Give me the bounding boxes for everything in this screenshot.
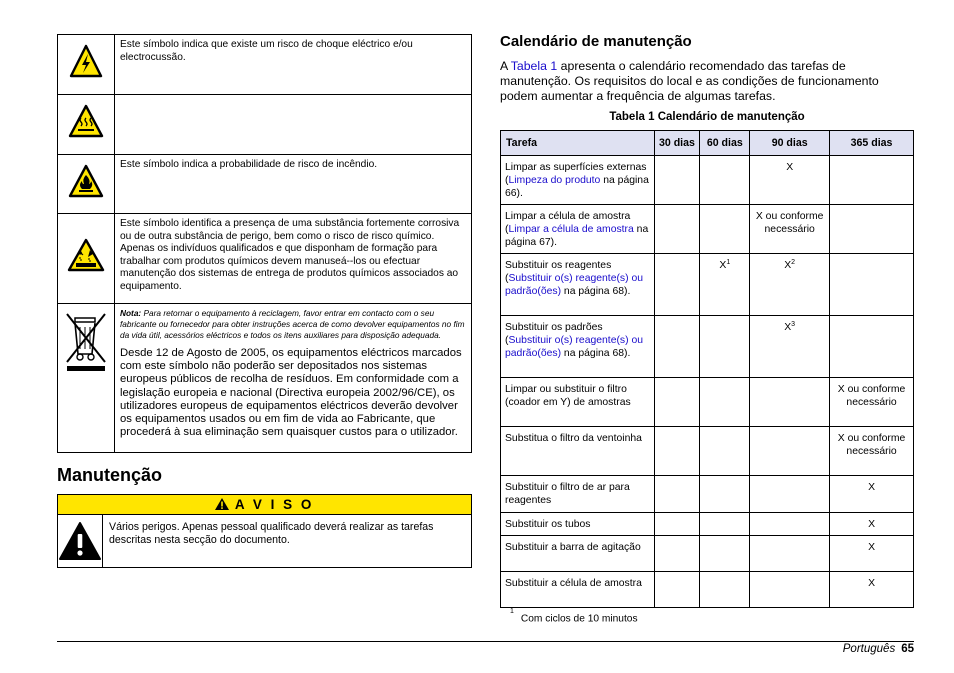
- interval-cell-30-days: [654, 254, 700, 316]
- interval-cell-60-days: [700, 205, 750, 254]
- task-text: Substituir os padrões (: [505, 322, 603, 346]
- task-link[interactable]: Substituir o(s) reagente(s) ou padrão(ões): [505, 273, 644, 297]
- weee-bin-icon: [58, 304, 115, 453]
- recycling-note: [120, 308, 466, 341]
- schedule-intro: [500, 59, 915, 104]
- task-page-ref: na página 68).: [561, 348, 631, 359]
- electric-hazard-text: Este símbolo indica que existe um risco de choque eléctrico e/ou electrocussão.: [115, 35, 472, 95]
- header-30-days: 30 dias: [654, 131, 700, 156]
- interval-mark: X: [719, 260, 727, 271]
- footnote-ref: 2: [791, 259, 796, 266]
- note-text: Para retornar o equipamento à reciclagem, favor entrar em contacto com o seu fabricante ou fornecedor para obter instruções acerca de como devolver equipamentos no fim da vida útil, acessórios eléctricos e todos os itens auxiliares para disposição adequada.: [120, 308, 465, 340]
- interval-cell-90-days: [750, 156, 830, 205]
- electric-hazard-icon: [58, 35, 115, 95]
- page-footer: [843, 643, 914, 655]
- task-cell: [501, 427, 655, 476]
- warning-text: Vários perigos. Apenas pessoal qualificado deverá realizar as tarefas descritas nesta secção do documento.: [109, 521, 434, 547]
- interval-cell-60-days: [700, 316, 750, 378]
- task-text: Substitua o filtro da ventoinha: [505, 433, 642, 444]
- task-cell: [501, 378, 655, 427]
- hazard-symbols-table: [57, 34, 472, 453]
- task-cell: [501, 572, 655, 608]
- symbol-row-weee: [58, 304, 472, 453]
- interval-cell-30-days: [654, 476, 700, 513]
- interval-cell-365-days: [830, 378, 914, 427]
- task-text: Substituir o filtro de ar para reagentes: [505, 482, 630, 506]
- interval-cell-60-days: [700, 476, 750, 513]
- hot-surface-text: [115, 95, 472, 155]
- task-page-ref: na página 67).: [505, 224, 649, 248]
- chemical-hazard-text: Este símbolo identifica a presença de uma substância fortemente corrosiva ou de outra substância de perigo, bem como o risco de risco químico. Apenas os indivíduos qualificados e que disponham de formação para trabalhar com produtos químicos devem manuseá--los ou efectuar manutenção dos sistemas de entrega de produtos químicos associados ao equipamento.: [115, 214, 472, 304]
- task-cell: [501, 536, 655, 572]
- maintenance-heading: Manutenção: [57, 465, 163, 485]
- table-row: [501, 476, 914, 513]
- table-header-row: [501, 131, 914, 156]
- symbol-row-electric: [58, 35, 472, 95]
- interval-mark: X: [868, 482, 876, 493]
- interval-cell-90-days: [750, 254, 830, 316]
- table-row: [501, 536, 914, 572]
- interval-cell-365-days: [830, 476, 914, 513]
- header-task: Tarefa: [501, 131, 655, 156]
- task-text: Limpar a célula de amostra (: [505, 211, 631, 235]
- task-text: Substituir os tubos: [505, 519, 591, 530]
- interval-cell-90-days: [750, 513, 830, 536]
- interval-mark: X: [868, 519, 876, 530]
- task-text: Substituir a barra de agitação: [505, 542, 641, 553]
- symbol-row-hot: [58, 95, 472, 155]
- task-cell: [501, 205, 655, 254]
- interval-cell-30-days: [654, 316, 700, 378]
- task-cell: [501, 316, 655, 378]
- table-1-link[interactable]: Tabela 1: [510, 59, 558, 73]
- symbol-row-fire: [58, 155, 472, 214]
- interval-cell-90-days: [750, 572, 830, 608]
- warning-triangle-icon: [58, 515, 103, 567]
- hot-surface-icon: [58, 95, 115, 155]
- task-text: Limpar ou substituir o filtro (coador em Y) de amostras: [505, 384, 631, 408]
- interval-cell-30-days: [654, 156, 700, 205]
- note-label: Nota:: [120, 308, 142, 318]
- task-link[interactable]: Limpar a célula de amostra: [508, 224, 634, 235]
- task-cell: [501, 513, 655, 536]
- footer-rule: [57, 641, 914, 642]
- interval-cell-30-days: [654, 427, 700, 476]
- table-row: [501, 378, 914, 427]
- task-cell: [501, 254, 655, 316]
- task-link[interactable]: Substituir o(s) reagente(s) ou padrão(ões): [505, 335, 644, 359]
- warning-label: A V I S O: [234, 497, 314, 512]
- interval-cell-90-days: [750, 536, 830, 572]
- footnote-ref: 3: [791, 321, 796, 328]
- interval-cell-30-days: [654, 513, 700, 536]
- interval-cell-90-days: [750, 476, 830, 513]
- warning-header: [58, 495, 471, 515]
- interval-cell-365-days: [830, 205, 914, 254]
- task-cell: [501, 476, 655, 513]
- interval-cell-365-days: [830, 427, 914, 476]
- chemical-hazard-icon: [58, 214, 115, 304]
- task-link[interactable]: Limpeza do produto: [508, 175, 601, 186]
- table-row: [501, 572, 914, 608]
- footnote-text: Com ciclos de 10 minutos: [520, 613, 638, 625]
- schedule-heading: Calendário de manutenção: [500, 33, 692, 50]
- interval-cell-60-days: [700, 427, 750, 476]
- header-60-days: 60 dias: [700, 131, 750, 156]
- interval-mark: X ou conforme necessário: [837, 433, 906, 457]
- interval-cell-60-days: [700, 254, 750, 316]
- interval-cell-365-days: [830, 513, 914, 536]
- interval-mark: X ou conforme necessário: [837, 384, 906, 408]
- footnote: [510, 608, 638, 625]
- task-cell: [501, 156, 655, 205]
- fire-hazard-text: Este símbolo indica a probabilidade de risco de incêndio.: [115, 155, 472, 214]
- table-row: [501, 316, 914, 378]
- interval-cell-90-days: [750, 205, 830, 254]
- interval-cell-90-days: [750, 316, 830, 378]
- fire-hazard-icon: [58, 155, 115, 214]
- warning-small-icon: [215, 498, 229, 510]
- task-page-ref: na página 68).: [561, 286, 631, 297]
- interval-cell-365-days: [830, 316, 914, 378]
- interval-cell-60-days: [700, 513, 750, 536]
- interval-cell-90-days: [750, 427, 830, 476]
- task-text: Substituir os reagentes (: [505, 260, 612, 284]
- table-caption: Tabela 1 Calendário de manutenção: [609, 111, 805, 123]
- interval-mark: X ou conforme necessário: [755, 211, 824, 235]
- table-row: [501, 156, 914, 205]
- intro-before: A: [500, 59, 511, 73]
- weee-text: Desde 12 de Agosto de 2005, os equipamentos eléctricos marcados com este símbolo não poderão ser depositados nos sistemas europeus públicos de recolha de resíduos. Em conformidade com a legislação europeia e nacional (Directiva europeia 2002/96/CE), os utilizadores europeus de equipamentos eléctricos deverão devolver os equipamentos usados ou em fim de vida ao Fabricante, que procederá à sua eliminação sem quaisquer custos para o utilizador.: [120, 347, 462, 439]
- page-number: 65: [901, 643, 914, 655]
- interval-mark: X: [784, 260, 792, 271]
- interval-cell-60-days: [700, 536, 750, 572]
- interval-cell-30-days: [654, 205, 700, 254]
- task-text: Limpar as superfícies externas (: [505, 162, 647, 186]
- interval-cell-60-days: [700, 572, 750, 608]
- header-365-days: 365 dias: [830, 131, 914, 156]
- interval-cell-365-days: [830, 536, 914, 572]
- table-row: [501, 205, 914, 254]
- interval-cell-365-days: [830, 254, 914, 316]
- warning-body: [58, 515, 471, 567]
- table-row: [501, 254, 914, 316]
- interval-mark: X: [868, 542, 876, 553]
- interval-cell-365-days: [830, 572, 914, 608]
- interval-cell-60-days: [700, 378, 750, 427]
- interval-mark: X: [868, 578, 876, 589]
- weee-text-cell: [115, 304, 472, 453]
- task-text: Substituir a célula de amostra: [505, 578, 642, 589]
- footer-language: Português: [842, 643, 896, 655]
- header-90-days: 90 dias: [750, 131, 830, 156]
- task-page-ref: na página 66).: [505, 175, 649, 199]
- interval-mark: X: [786, 162, 794, 173]
- maintenance-schedule-table: [500, 130, 914, 608]
- symbol-row-chemical: [58, 214, 472, 304]
- interval-mark: X: [784, 322, 792, 333]
- interval-cell-60-days: [700, 156, 750, 205]
- interval-cell-30-days: [654, 378, 700, 427]
- interval-cell-365-days: [830, 156, 914, 205]
- interval-cell-30-days: [654, 572, 700, 608]
- footnote-ref: 1: [726, 259, 731, 266]
- intro-after: apresenta o calendário recomendado das tarefas de manutenção. Os requisitos do local e as condições de funcionamento podem aumentar a frequência de algumas tarefas.: [500, 59, 879, 103]
- interval-cell-30-days: [654, 536, 700, 572]
- warning-box: [57, 494, 472, 568]
- table-row: [501, 513, 914, 536]
- table-row: [501, 427, 914, 476]
- interval-cell-90-days: [750, 378, 830, 427]
- footnote-number: 1: [510, 608, 514, 615]
